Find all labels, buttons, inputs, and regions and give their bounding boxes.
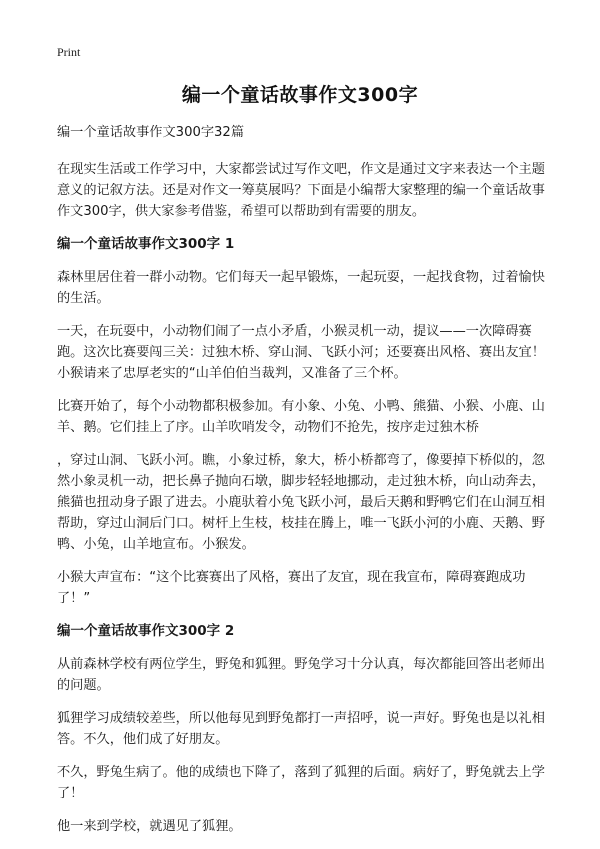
print-link[interactable]: Print xyxy=(57,45,81,59)
paragraph: 不久，野兔生病了。他的成绩也下降了，落到了狐狸的后面。病好了，野兔就去上学了！ xyxy=(57,765,545,801)
paragraph: 他一来到学校，就遇见了狐狸。 xyxy=(57,819,242,834)
section-heading: 编一个童话故事作文300字 2 xyxy=(57,623,235,639)
paragraph: 狐狸学习成绩较差些，所以他每见到野兔都打一声招呼，说一声好。野兔也是以礼相答。不久，他们成了好朋友。 xyxy=(57,711,545,747)
article-body xyxy=(57,122,557,849)
paragraph: 比赛开始了，每个小动物都积极参加。有小象、小兔、小鸭、熊猫、小猴、小鹿、山羊、鹅。它们挂上了序。山羊吹哨发令，动物们不抢先，按序走过独木桥 xyxy=(57,399,545,435)
article-subtitle: 编一个童话故事作文300字32篇 xyxy=(57,125,245,140)
paragraph: 森林里居住着一群小动物。它们每天一起早锻炼，一起玩耍，一起找食物，过着愉快的生活。 xyxy=(57,270,545,306)
page-title: 编一个童话故事作文300字 xyxy=(181,84,419,106)
paragraph: 小猴大声宣布：“这个比赛赛出了风格，赛出了友宜，现在我宣布，障碍赛跑成功了！” xyxy=(57,570,526,606)
intro-paragraph: 在现实生活或工作学习中，大家都尝试过写作文吧，作文是通过文字来表达一个主题意义的记叙方法。还是对作文一筹莫展吗？下面是小编帮大家整理的编一个童话故事作文300字，供大家参考借鉴，希望可以帮助到有需要的朋友。 xyxy=(57,162,545,219)
paragraph: 从前森林学校有两位学生，野兔和狐狸。野兔学习十分认真，每次都能回答出老师出的问题。 xyxy=(57,657,545,693)
section-heading: 编一个童话故事作文300字 1 xyxy=(57,236,235,252)
paragraph: ，穿过山洞、飞跃小河。瞧，小象过桥，象大，桥小桥都弯了，像要掉下桥似的，忽然小象灵机一动，把长鼻子抛向石墩，脚步轻轻地挪动，走过独木桥，向山动奔去，熊猫也扭动身子跟了进去。小鹿驮着小兔飞跃小河，最后天鹅和野鸭它们在山洞互相帮助，穿过山洞后门口。树杆上生枝，枝挂在腾上，唯一飞跃小河的小鹿、天鹅、野鸭、小兔，山羊地宣布。小猴发。 xyxy=(57,453,545,552)
paragraph: 一天，在玩耍中，小动物们闹了一点小矛盾，小猴灵机一动，提议——一次障碍赛跑。这次比赛要闯三关：过独木桥、穿山洞、飞跃小河；还要赛出风格、赛出友宜！小猴请来了忠厚老实的“山羊伯伯当裁判，又准备了三个杯。 xyxy=(57,324,545,381)
